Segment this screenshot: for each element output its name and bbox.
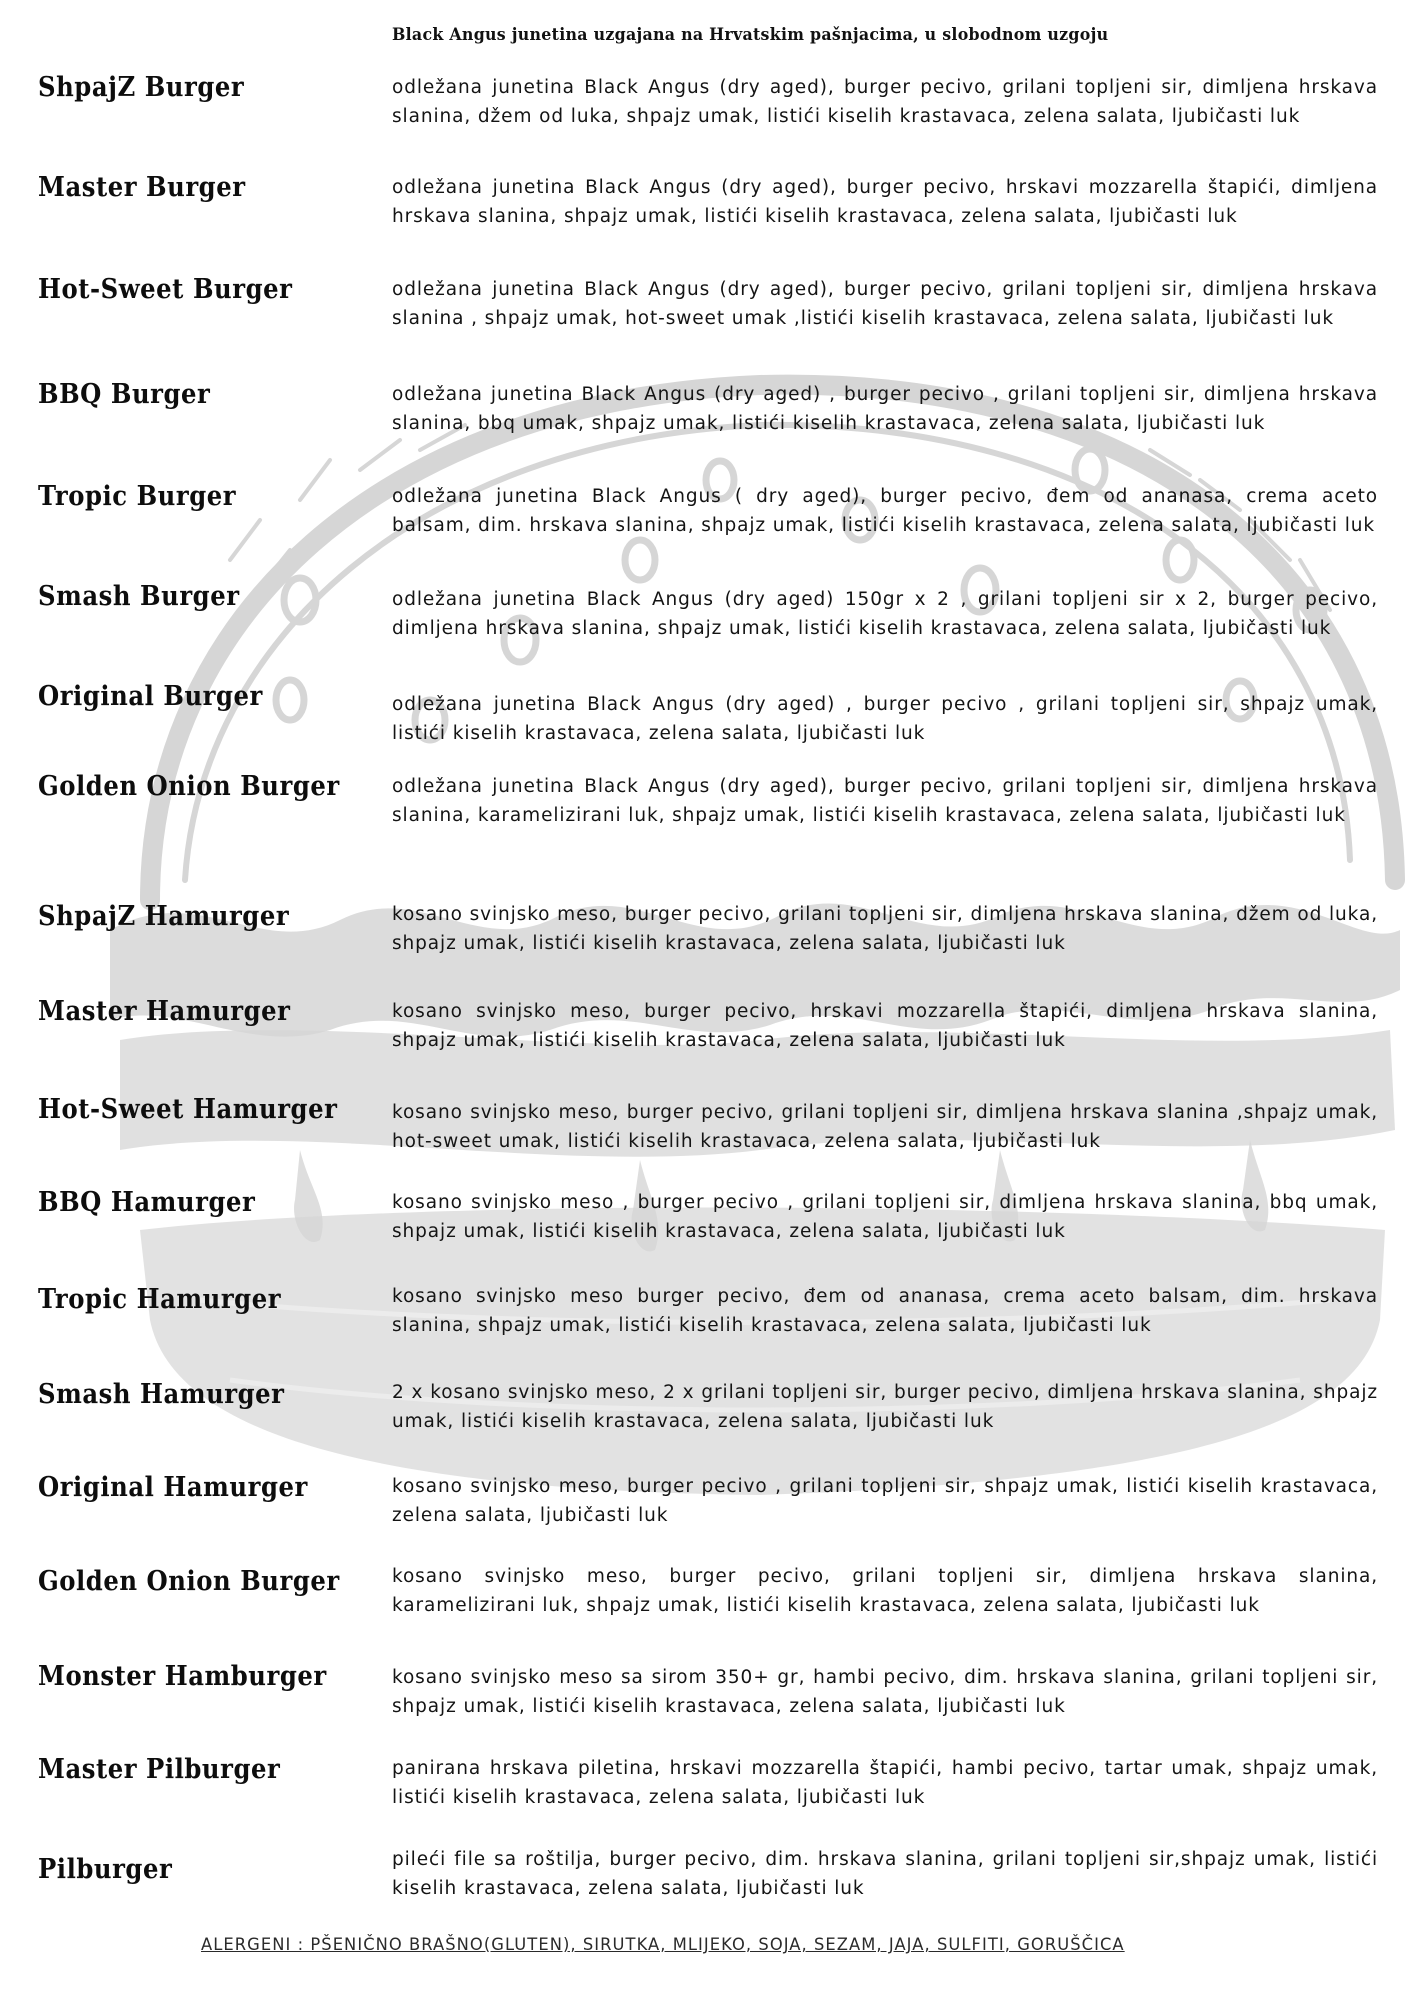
menu-item-description: odležana junetina Black Angus (dry aged), burger pecivo, grilani topljeni sir, dimljena hrskava slanina , shpajz umak, hot-sweet umak ,listići kiselih krastavaca, zelena salata, ljubičasti luk [392,279,1378,329]
menu-item-description: odležana junetina Black Angus (dry aged), burger pecivo, hrskavi mozzarella štapići, dimljena hrskava slanina, shpajz umak, listići kiselih krastavaca, zelena salata, ljubičasti luk [392,177,1378,227]
menu-item-description: odležana junetina Black Angus (dry aged), burger pecivo, grilani topljeni sir, dimljena hrskava slanina, karamelizirani luk, shpajz umak, listići kiselih krastavaca, zelena salata, ljubičasti luk [392,776,1378,826]
menu-item-name: BBQ Burger [38,379,211,410]
menu-item-description: odležana junetina Black Angus (dry aged) 150gr x 2 , grilani topljeni sir x 2, burger pecivo, dimljena hrskava slanina, shpajz umak, listići kiselih krastavaca, zelena salata, ljubičasti luk [392,589,1378,639]
menu-item-name: Master Burger [38,172,246,203]
menu-item-name: Tropic Hamurger [38,1284,282,1315]
menu-subtitle: Black Angus junetina uzgajana na Hrvatskim pašnjacima, u slobodnom uzgoju [392,25,1109,45]
menu-item-description: pileći file sa roštilja, burger pecivo, dim. hrskava slanina, grilani topljeni sir,shpajz umak, listići kiselih krastavaca, zelena salata, ljubičasti luk [392,1849,1378,1899]
menu-item-name: Master Pilburger [38,1754,281,1785]
menu-item-name: Tropic Burger [38,481,237,512]
menu-item-description: kosano svinjsko meso, burger pecivo, grilani topljeni sir, dimljena hrskava slanina, džem od luka, shpajz umak, listići kiselih krastavaca, zelena salata, ljubičasti luk [392,904,1378,954]
menu-item-description: 2 x kosano svinjsko meso, 2 x grilani topljeni sir, burger pecivo, dimljena hrskava slanina, shpajz umak, listići kiselih krastavaca, zelena salata, ljubičasti luk [392,1382,1378,1432]
menu-item-name: Smash Hamurger [38,1379,285,1410]
menu-item-description: odležana junetina Black Angus (dry aged) , burger pecivo , grilani topljeni sir, shpajz umak, listići kiselih krastavaca, zelena salata, ljubičasti luk [392,694,1378,744]
menu-item-description: kosano svinjsko meso , burger pecivo , grilani topljeni sir, dimljena hrskava slanina, bbq umak, shpajz umak, listići kiselih krastavaca, zelena salata, ljubičasti luk [392,1192,1378,1242]
menu-item-description: kosano svinjsko meso, burger pecivo , grilani topljeni sir, shpajz umak, listići kiselih krastavaca, zelena salata, ljubičasti luk [392,1476,1378,1526]
menu-item-description: kosano svinjsko meso, burger pecivo, hrskavi mozzarella štapići, dimljena hrskava slanina, shpajz umak, listići kiselih krastavaca, zelena salata, ljubičasti luk [392,1001,1378,1051]
menu-item-name: Hot-Sweet Burger [38,274,293,305]
menu-item-name: Monster Hamburger [38,1661,327,1692]
allergens-note: ALERGENI : PŠENIČNO BRAŠNO(GLUTEN), SIRUTKA, MLIJEKO, SOJA, SEZAM, JAJA, SULFITI, GORUŠČICA [201,1935,1125,1955]
menu-item-description: kosano svinjsko meso sa sirom 350+ gr, hambi pecivo, dim. hrskava slanina, grilani topljeni sir, shpajz umak, listići kiselih krastavaca, zelena salata, ljubičasti luk [392,1667,1378,1717]
menu-item-name: Hot-Sweet Hamurger [38,1094,338,1125]
menu-item-name: Golden Onion Burger [38,771,340,802]
menu-item-description: odležana junetina Black Angus (dry aged) , burger pecivo , grilani topljeni sir, dimljena hrskava slanina, bbq umak, shpajz umak, listići kiselih krastavaca, zelena salata, ljubičasti luk [392,384,1378,434]
menu-item-name: BBQ Hamurger [38,1187,256,1218]
menu-item-name: Smash Burger [38,581,240,612]
menu-item-description: odležana junetina Black Angus ( dry aged), burger pecivo, đem od ananasa, crema aceto balsam, dim. hrskava slanina, shpajz umak, listići kiselih krastavaca, zelena salata, ljubičasti luk [392,486,1378,536]
menu-item-name: Original Burger [38,681,263,712]
menu-item-name: Golden Onion Burger [38,1566,340,1597]
menu-item-name: ShpajZ Burger [38,72,245,103]
menu-item-description: kosano svinjsko meso, burger pecivo, grilani topljeni sir, dimljena hrskava slanina, karamelizirani luk, shpajz umak, listići kiselih krastavaca, zelena salata, ljubičasti luk [392,1566,1378,1616]
menu-item-name: ShpajZ Hamurger [38,901,290,932]
menu-item-name: Original Hamurger [38,1472,308,1503]
menu-item-description: panirana hrskava piletina, hrskavi mozzarella štapići, hambi pecivo, tartar umak, shpajz umak, listići kiselih krastavaca, zelena salata, ljubičasti luk [392,1758,1378,1808]
menu-item-description: odležana junetina Black Angus (dry aged), burger pecivo, grilani topljeni sir, dimljena hrskava slanina, džem od luka, shpajz umak, listići kiselih krastavaca, zelena salata, ljubičasti luk [392,77,1378,127]
menu-item-name: Pilburger [38,1854,173,1885]
menu-item-name: Master Hamurger [38,996,291,1027]
menu-item-description: kosano svinjsko meso burger pecivo, đem od ananasa, crema aceto balsam, dim. hrskava slanina, shpajz umak, listići kiselih krastavaca, zelena salata, ljubičasti luk [392,1286,1378,1336]
menu-item-description: kosano svinjsko meso, burger pecivo, grilani topljeni sir, dimljena hrskava slanina ,shpajz umak, hot-sweet umak, listići kiselih krastavaca, zelena salata, ljubičasti luk [392,1102,1378,1152]
